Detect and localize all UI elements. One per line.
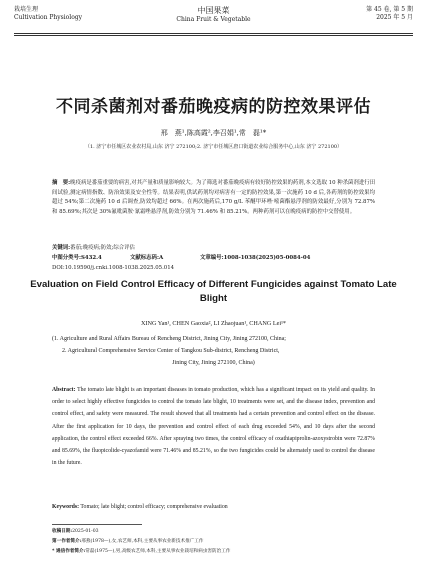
affiliation-en-line: (1. Agriculture and Rural Affairs Bureau of Rencheng District, Jining City, Jining 272100, China; [52,336,286,342]
doc-code-value: A [158,255,164,261]
abstract-en-label: Abstract: [52,387,76,393]
abstract-en [52,384,375,469]
journal-name-cn: 中国果菜 [197,6,230,15]
doc-code-label: 文献标志码: [130,255,159,261]
paper-title-en: Evaluation on Field Control Efficacy of Different Fungicides against Tomato Late Blight [30,279,397,304]
doi-label: DOI: [52,265,65,271]
abstract-en-text: The tomato late blight is an important diseases in tomato production, which has a significant impact on its yield and quality. In order to select highly effective fungicides to control the tomato late blight, 10 treatments were set, and the disease index, prevention and control effect, and safety were measured. The result showed that all treatments had a certain prevention and control effect on the disease. After the first application for 10 days, the prevention and control effect of each drug exceeded 54%, and 10 days after the second application, the control effect exceeded 66%. After spraying two times, the control efficacy of oxathiapiprolin-azoxystrobin were 72.87% and 85.69%, the fluopicolide-cyazofamid were 71.46% and 85.21%, so the two fungicides could be alternately used to control the disease in the future. [52,387,375,467]
keywords-cn-text: 番茄;晚疫病;防效;综合评估 [70,245,135,251]
article-no-value: 1008-1038(2025)05-0084-04 [223,255,311,261]
keywords-en-label: Keywords: [52,504,80,510]
page-header [14,6,413,32]
journal-section-cn: 栽培生理 [14,6,39,13]
footnote-received [52,529,397,535]
doi-value[interactable]: 10.19590/j.cnki.1008-1038.2025.05.014 [64,265,175,271]
header-right [366,6,413,22]
header-center [14,6,413,24]
footnote-rule [52,524,142,525]
footnote-text: 邢燕(1978—),女,农艺师,本科,主要从事农业新技术推广工作 [81,539,204,544]
paper-title-cn: 不同杀菌剂对番茄晚疫病的防控效果评估 [56,97,371,117]
clc-label: 中图分类号: [52,255,81,261]
footnote-label: 收稿日期: [52,529,73,534]
abstract-cn-text: 晚疫病是番茄重要的病害,对其产量和质量影响较大。为了筛选对番茄晚疫病有较好防控效果的药剂,本文选取 10 种杀菌剂进行田间试验,测定病情指数、防治效果及安全性等。结果表明,供试药剂均对病害有一定的防控效果,第一次施药 10 d 后,各药剂的防控效果均超过 54%;第二次施药 10 d 后调查,防效均超过 66%。在两次施药后,170 g/L 苯醚甲环唑·嘧菌酯悬浮剂的防效最好,分别为 72.87% 和 85.69%;其次是 30%氟吡菌胺·氰霜唑悬浮剂,防效分别为 71.46% 和 85.21%。两种药剂可以在晚疫病的防控中交替使用。 [52,180,375,215]
keywords-en [52,504,375,510]
journal-section-en: Cultivation Physiology [14,14,83,21]
affiliation-en-line: 2. Agricultural Comprehensive Service Center of Tangkou Sub-district, Rencheng District, [62,348,280,354]
header-rule-bottom [14,35,413,36]
footnote-text: 常磊(1975—),男,高级农艺师,本科,主要从事农业栽培和病虫害防治工作 [85,549,231,554]
authors-cn: 邢 燕¹,陈高霞²,李召娟¹,常 磊¹* [160,129,267,137]
affiliation-en-line: Jining City, Jining 272100, China) [172,360,255,366]
abstract-cn-label: 摘 要: [52,180,71,186]
clc-value: S432.4 [80,255,102,261]
footnote-label: 第一作者简介: [52,539,82,544]
footnote-corresponding-author [52,549,397,555]
header-rule-top [14,33,413,34]
affiliations-en [52,333,375,369]
keywords-cn-label: 关键词: [52,245,71,251]
footnote-label: * 通信作者简介: [52,549,86,554]
footnote-text: 2025-01-03 [72,529,99,534]
article-no-label: 文章编号: [200,255,224,261]
affiliations-cn: （1. 济宁市任城区农业农村局,山东 济宁 272100;2. 济宁市任城区唐口街道农业综合服务中心,山东 济宁 272100） [84,144,343,150]
authors-en: XING Yan¹, CHEN Gaoxia², LI Zhaojuan¹, CHANG Lei¹* [140,320,287,327]
journal-name-en: China Fruit & Vegetable [176,16,251,23]
journal-volume: 第 45 卷, 第 5 期 [366,6,413,13]
journal-date: 2025 年 5 月 [376,14,413,21]
keywords-en-text: Tomato; late blight; control efficacy; comprehensive evaluation [80,504,228,510]
footnote-first-author [52,539,397,545]
abstract-cn [52,179,375,217]
